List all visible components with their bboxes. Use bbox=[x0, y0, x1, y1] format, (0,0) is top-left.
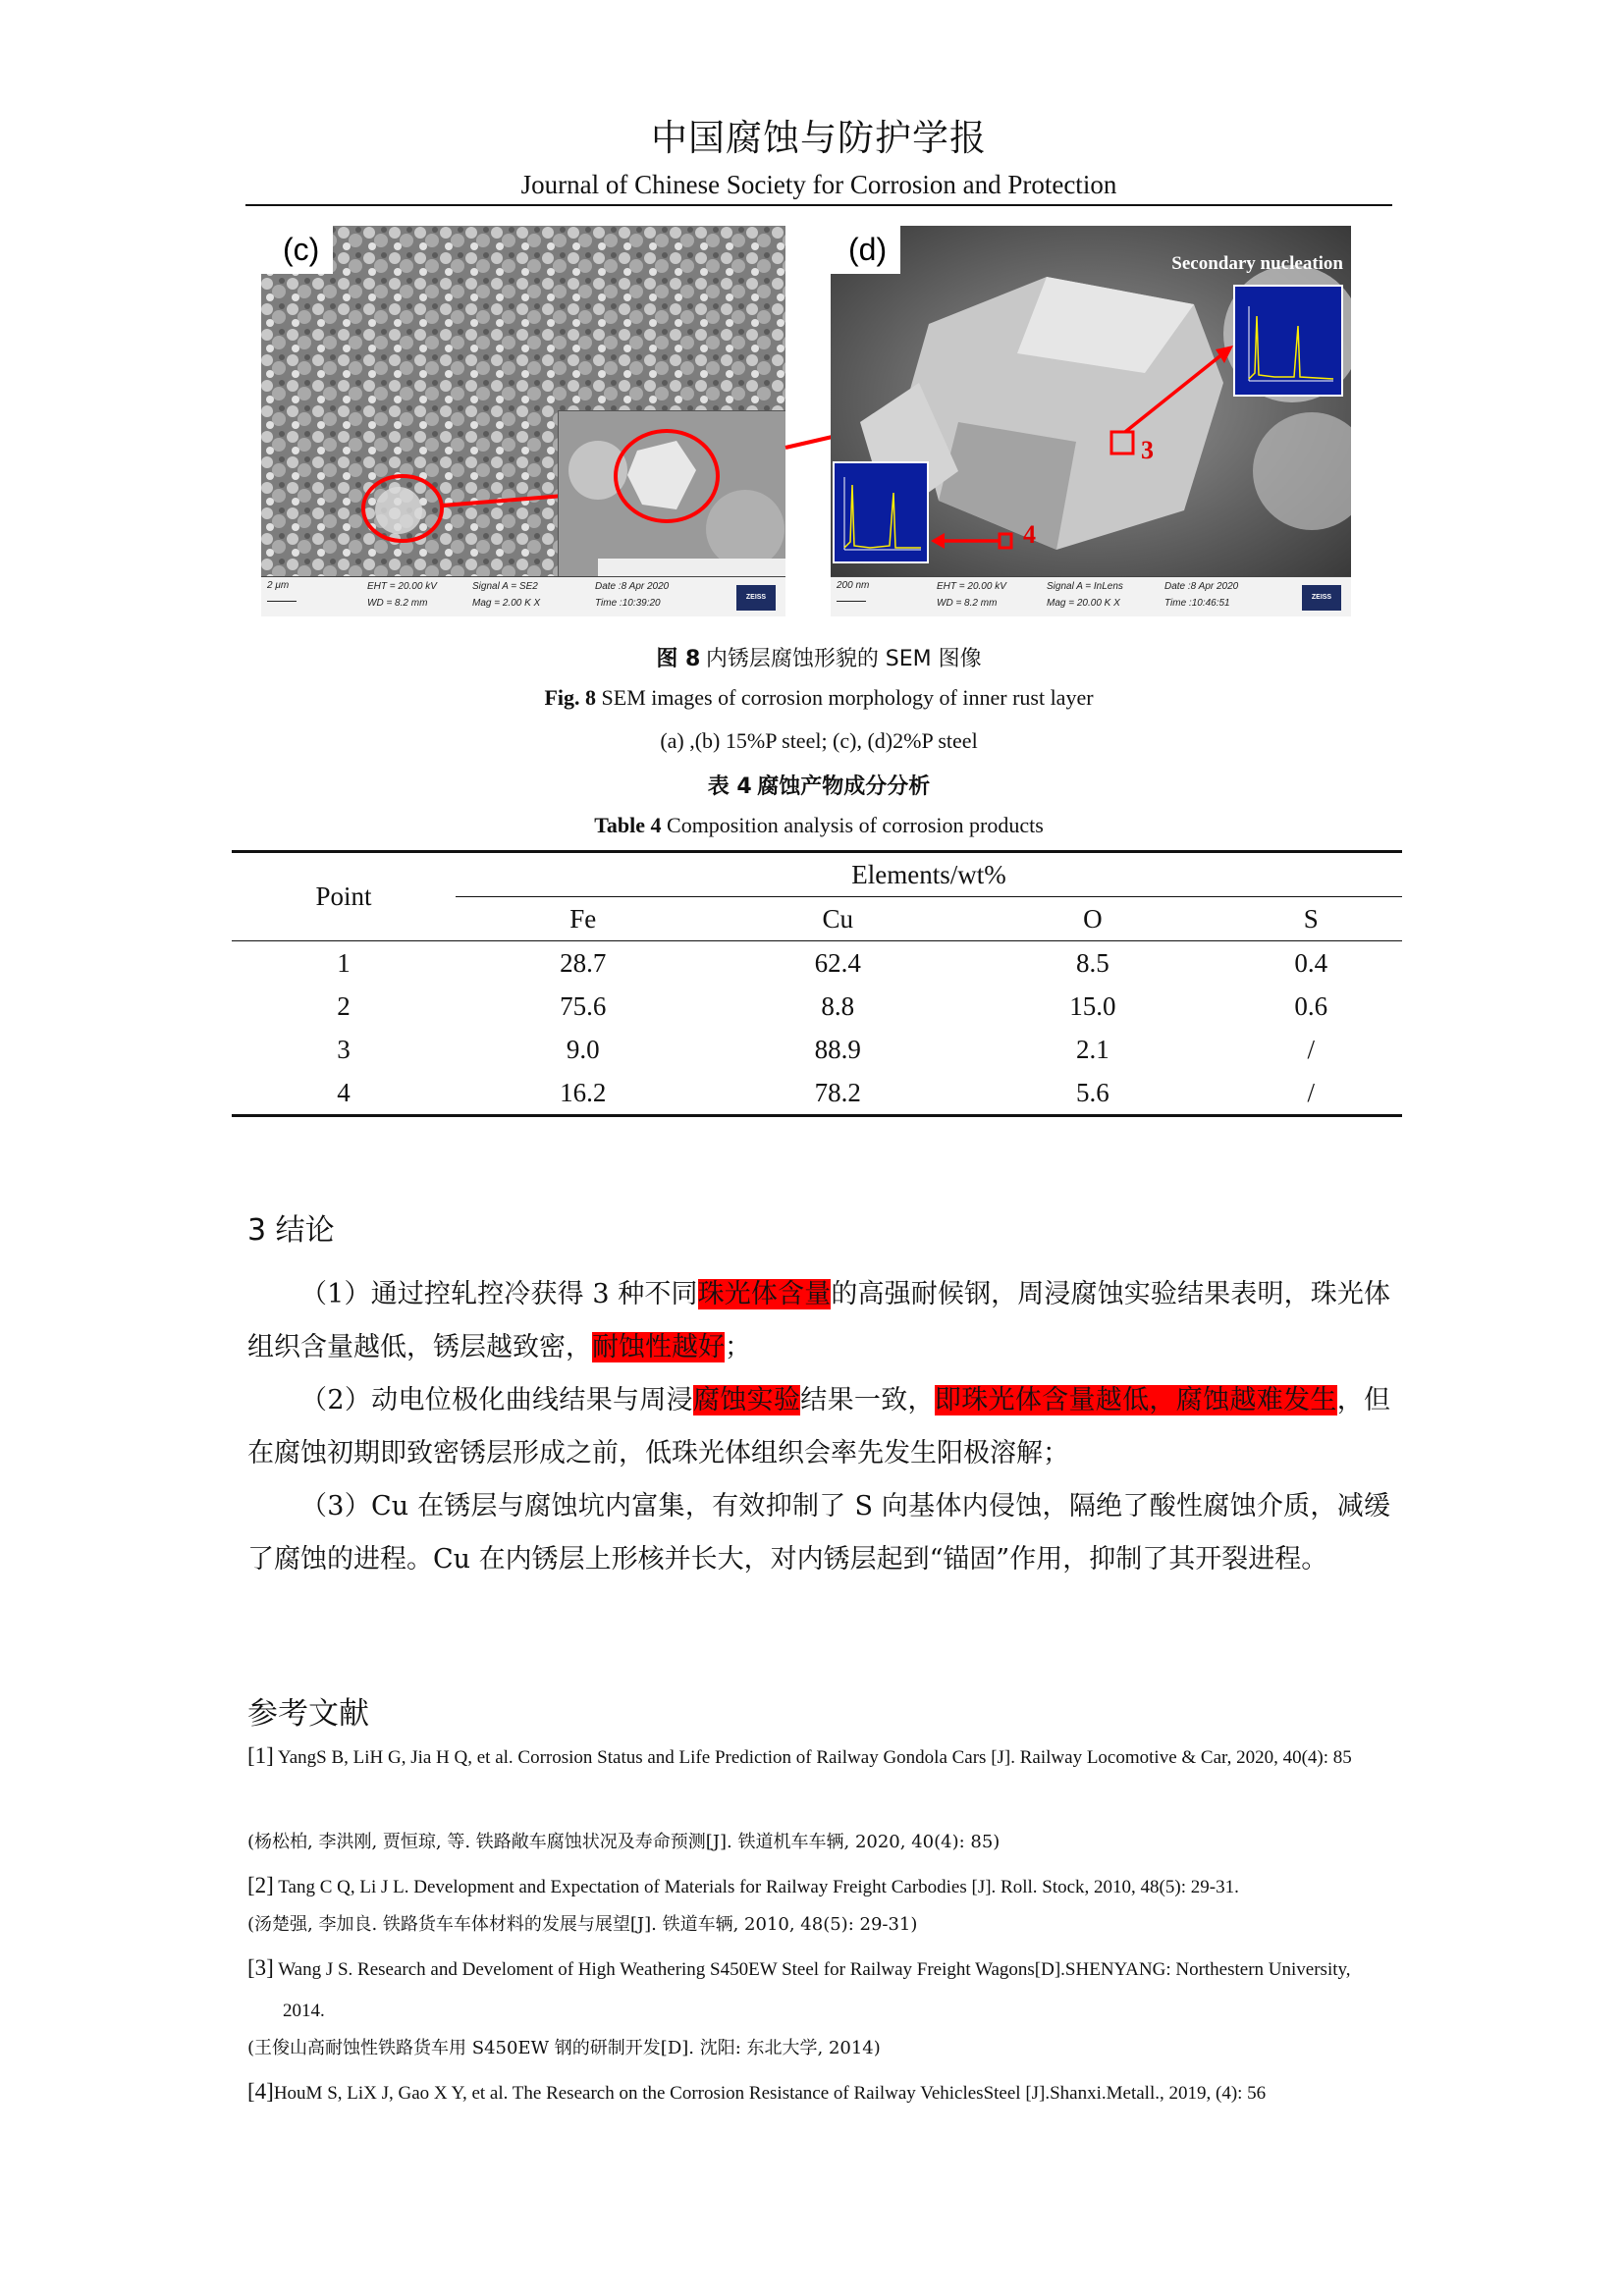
table-title-en: Composition analysis of corrosion products bbox=[667, 813, 1044, 837]
figure-subcaption: (a) ,(b) 15%P steel; (c), (d)2%P steel bbox=[660, 728, 978, 753]
section-title-conclusion: 3 结论 bbox=[247, 1213, 335, 1248]
cell: 15.0 bbox=[1069, 990, 1116, 1021]
figure-title-cn: 内锈层腐蚀形貌的 SEM 图像 bbox=[705, 647, 982, 671]
eht-d: EHT = 20.00 kV bbox=[937, 581, 1006, 592]
figure-caption-en bbox=[245, 685, 1392, 711]
table-number-cn: 表 4 bbox=[707, 774, 752, 799]
mag-c: Mag = 2.00 K X bbox=[472, 598, 541, 609]
panel-label-d: (d) bbox=[831, 226, 900, 274]
ref-text: Wang J S. Research and Develoment of High Weathering S450EW Steel for Railway Freight Wagons[D].SHENYANG: Northestern University, 2014. bbox=[278, 1959, 1351, 2021]
cell: 3 bbox=[337, 1034, 351, 1064]
p1-text-a: （1）通过控轧控冷获得 3 种不同 bbox=[300, 1279, 698, 1309]
cell: 75.6 bbox=[560, 990, 607, 1021]
sem-info-bar-c bbox=[261, 576, 785, 616]
secondary-nucleation-label: Secondary nucleation bbox=[1171, 253, 1343, 274]
ref-number: [1] bbox=[247, 1743, 274, 1768]
eds-spectrum-3 bbox=[1233, 285, 1343, 397]
p1-text-b: 的高强耐候钢，周浸腐蚀实验结果表明，珠光体组织含量越低，锈层越致密， bbox=[247, 1279, 1390, 1362]
cell: 2.1 bbox=[1075, 1034, 1109, 1064]
table-number-en: Table 4 bbox=[594, 813, 662, 837]
ref-number: [4] bbox=[247, 2079, 274, 2104]
scale-bar-c: 2 μm bbox=[267, 580, 290, 591]
inset-crystal bbox=[559, 411, 785, 578]
zeiss-logo-d: ZEISS bbox=[1302, 585, 1341, 611]
figure-caption-cn bbox=[245, 642, 1392, 672]
cell: 1 bbox=[337, 947, 351, 978]
reference-1 bbox=[247, 1735, 1396, 1779]
table-caption-en bbox=[245, 813, 1392, 838]
cell: 9.0 bbox=[566, 1034, 600, 1064]
point-3-label: 3 bbox=[1141, 436, 1154, 464]
figure-number-cn: 图 8 bbox=[656, 647, 701, 671]
composition-table bbox=[232, 850, 1402, 1117]
header-divider bbox=[245, 204, 1392, 206]
wd-d: WD = 8.2 mm bbox=[937, 598, 998, 609]
col-o: O bbox=[965, 897, 1220, 941]
reference-3-cn: (王俊山高耐蚀性铁路货车用 S450EW 钢的研制开发[D]. 沈阳: 东北大学, 2014) bbox=[247, 2038, 881, 2058]
p2-highlight-2: 即珠光体含量越低，腐蚀越难发生 bbox=[934, 1385, 1337, 1415]
cell: 0.6 bbox=[1294, 990, 1328, 1021]
col-cu: Cu bbox=[711, 897, 966, 941]
p1-highlight-2: 耐蚀性越好 bbox=[592, 1332, 725, 1362]
table-row bbox=[232, 1071, 1402, 1116]
date-d: Date :8 Apr 2020 bbox=[1164, 581, 1239, 592]
journal-title-en: Journal of Chinese Society for Corrosion and Protection bbox=[520, 170, 1117, 199]
sem-panel-d bbox=[831, 226, 1351, 616]
conclusion-paragraph-1 bbox=[247, 1268, 1390, 1374]
panel-label-c: (c) bbox=[261, 226, 333, 274]
cell: 0.4 bbox=[1294, 947, 1328, 978]
signal-c: Signal A = SE2 bbox=[472, 581, 538, 592]
p2-highlight-1: 腐蚀实验 bbox=[692, 1385, 801, 1415]
scale-bar-d: 200 nm bbox=[837, 580, 870, 591]
sem-panel-c bbox=[261, 226, 785, 616]
cell: 8.5 bbox=[1075, 947, 1109, 978]
sem-inset-c bbox=[558, 410, 785, 579]
table-row bbox=[232, 1028, 1402, 1071]
p2-text-a: （2）动电位极化曲线结果与周浸 bbox=[300, 1385, 693, 1415]
p1-highlight-1: 珠光体含量 bbox=[697, 1279, 832, 1309]
col-fe: Fe bbox=[456, 897, 711, 941]
references-title: 参考文献 bbox=[247, 1696, 369, 1732]
cell: 28.7 bbox=[560, 947, 607, 978]
point-4-label: 4 bbox=[1023, 520, 1036, 549]
date-c: Date :8 Apr 2020 bbox=[595, 581, 670, 592]
eds-chart-4 bbox=[835, 463, 927, 561]
p2-text-b: 结果一致， bbox=[800, 1385, 935, 1415]
col-elements-group: Elements/wt% bbox=[456, 852, 1402, 897]
eds-chart-3 bbox=[1235, 287, 1341, 395]
ref-text: Tang C Q, Li J L. Development and Expectation of Materials for Railway Freight Carbodies [J]. Roll. Stock, 2010, 48(5): 29-31. bbox=[278, 1877, 1239, 1897]
cell: 4 bbox=[232, 1071, 456, 1116]
cell: 5.6 bbox=[965, 1071, 1220, 1116]
ref-text: YangS B, LiH G, Jia H Q, et al. Corrosion Status and Life Prediction of Railway Gondola Cars [J]. Railway Locomotive & Car, 2020, 40(4): 85 bbox=[277, 1747, 1352, 1768]
table-title-cn: 腐蚀产物成分分析 bbox=[757, 774, 931, 799]
signal-d: Signal A = InLens bbox=[1047, 581, 1123, 592]
figure-title-en: SEM images of corrosion morphology of inner rust layer bbox=[601, 685, 1094, 710]
reference-3 bbox=[247, 1948, 1396, 2032]
mag-d: Mag = 20.00 K X bbox=[1047, 598, 1120, 609]
journal-title-cn: 中国腐蚀与防护学报 bbox=[651, 117, 987, 159]
eht-c: EHT = 20.00 kV bbox=[367, 581, 437, 592]
col-s: S bbox=[1220, 897, 1402, 941]
reference-1-cn: (杨松柏, 李洪刚, 贾恒琼, 等. 铁路敞车腐蚀状况及寿命预测[J]. 铁道机车车辆, 2020, 40(4): 85) bbox=[247, 1832, 1001, 1852]
time-d: Time :10:46:51 bbox=[1164, 598, 1230, 609]
wd-c: WD = 8.2 mm bbox=[367, 598, 428, 609]
cell: 62.4 bbox=[814, 947, 861, 978]
col-point: Point bbox=[232, 852, 456, 941]
cell: 16.2 bbox=[456, 1071, 711, 1116]
zeiss-logo-c: ZEISS bbox=[736, 585, 776, 611]
cell: 78.2 bbox=[711, 1071, 966, 1116]
cell: 8.8 bbox=[821, 990, 855, 1021]
reference-2-cn: (汤楚强, 李加良. 铁路货车车体材料的发展与展望[J]. 铁道车辆, 2010, 48(5): 29-31) bbox=[247, 1914, 918, 1935]
table-row bbox=[232, 985, 1402, 1028]
table-row bbox=[232, 941, 1402, 986]
time-c: Time :10:39:20 bbox=[595, 598, 661, 609]
conclusion-paragraph-2 bbox=[247, 1374, 1390, 1480]
journal-header bbox=[245, 116, 1392, 202]
cell: / bbox=[1220, 1071, 1402, 1116]
sem-info-bar-d bbox=[831, 576, 1351, 616]
ref-number: [2] bbox=[247, 1873, 274, 1897]
cell: 88.9 bbox=[814, 1034, 861, 1064]
cell: / bbox=[1307, 1034, 1316, 1064]
ref-text: HouM S, LiX J, Gao X Y, et al. The Research on the Corrosion Resistance of Railway VehiclesSteel [J].Shanxi.Metall., 2019, (4): 56 bbox=[273, 2083, 1267, 2104]
ref-number: [3] bbox=[247, 1955, 274, 1980]
reference-4 bbox=[247, 2071, 1396, 2114]
table-caption-cn bbox=[245, 770, 1392, 800]
cell: 2 bbox=[337, 990, 351, 1021]
p1-text-c: ； bbox=[725, 1332, 751, 1362]
eds-spectrum-4 bbox=[833, 461, 929, 563]
figure-number-en: Fig. 8 bbox=[544, 685, 597, 710]
reference-2 bbox=[247, 1865, 1396, 1908]
conclusion-paragraph-3: （3）Cu 在锈层与腐蚀坑内富集，有效抑制了 S 向基体内侵蚀，隔绝了酸性腐蚀介质，减缓了腐蚀的进程。Cu 在内锈层上形核并长大，对内锈层起到“锚固”作用，抑制了其开裂进程。 bbox=[247, 1491, 1390, 1575]
p2-text-c: ，但在腐蚀初期即致密锈层形成之前，低珠光体组织会率先发生阳极溶解； bbox=[247, 1385, 1391, 1468]
